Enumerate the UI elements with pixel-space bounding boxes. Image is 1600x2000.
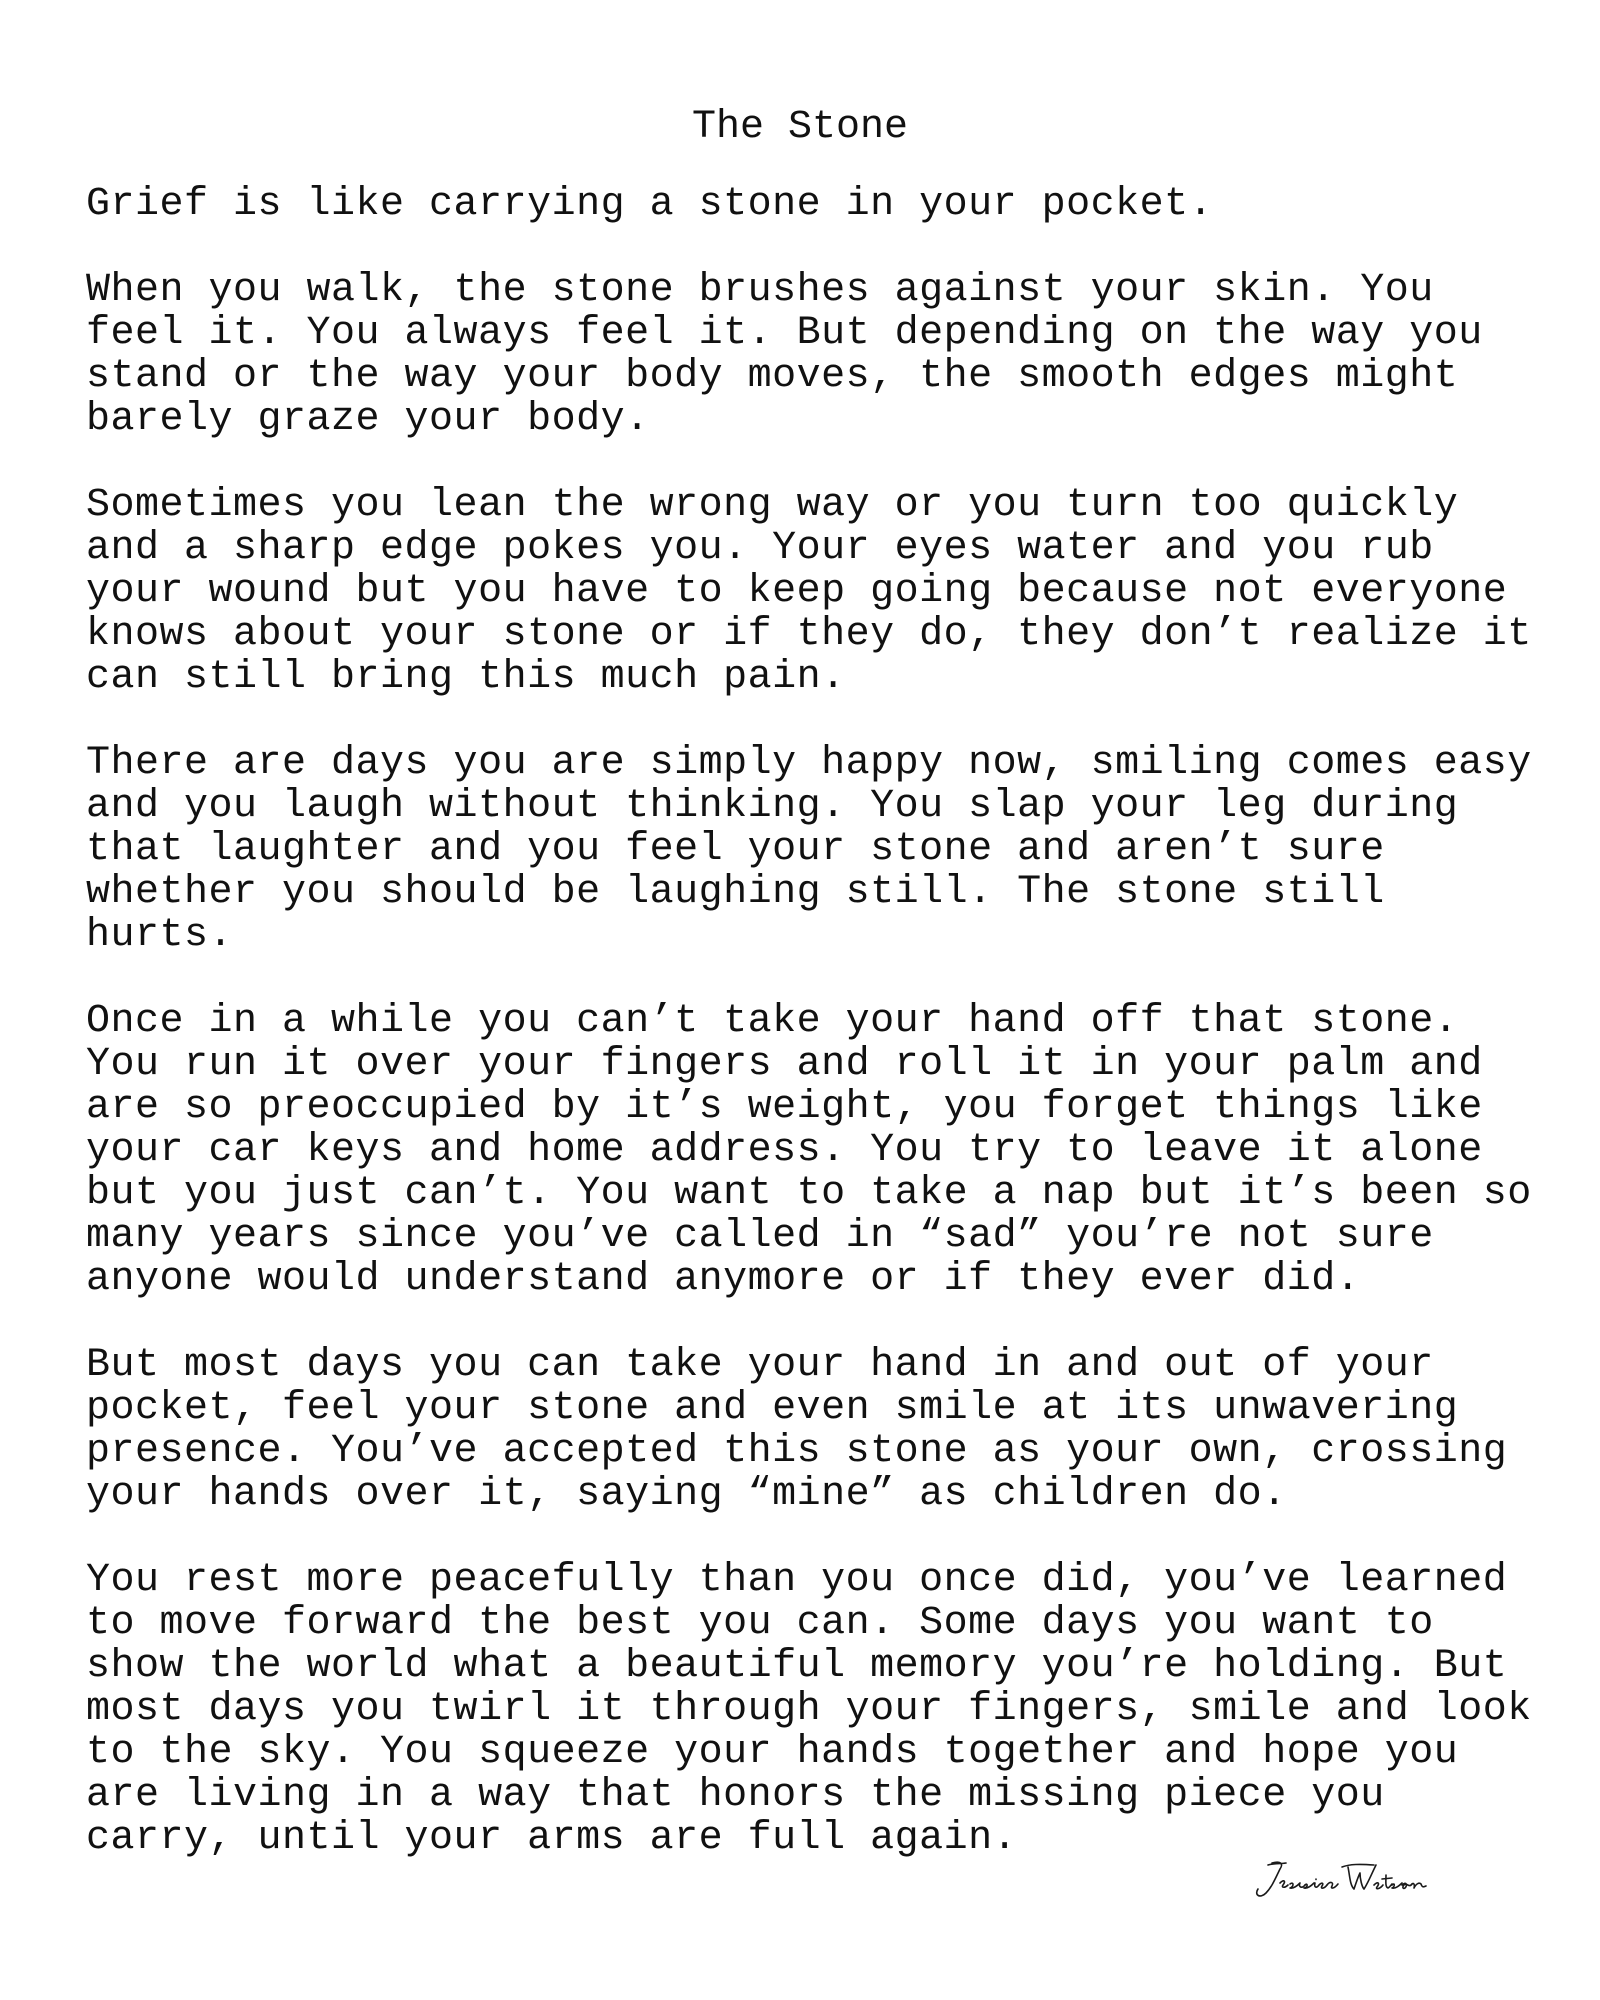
text-line: show the world what a beautiful memory you’re holding. But	[86, 1644, 1508, 1689]
text-line: But most days you can take your hand in and out of your	[86, 1343, 1434, 1388]
paragraph-1	[86, 183, 1566, 226]
text-line: your car keys and home address. You try to leave it alone	[86, 1128, 1483, 1173]
paragraph-6	[86, 1344, 1566, 1516]
text-line: your wound but you have to keep going because not everyone	[86, 569, 1508, 614]
paragraph-4	[86, 742, 1566, 957]
text-line: feel it. You always feel it. But depending on the way you	[86, 311, 1483, 356]
text-line: to the sky. You squeeze your hands together and hope you	[86, 1730, 1459, 1775]
text-line: presence. You’ve accepted this stone as your own, crossing	[86, 1429, 1508, 1474]
text-line: are so preoccupied by it’s weight, you forget things like	[86, 1085, 1483, 1130]
text-line: hurts.	[86, 913, 234, 958]
text-line: can still bring this much pain.	[86, 655, 846, 700]
text-line: stand or the way your body moves, the smooth edges might	[86, 354, 1459, 399]
text-line: that laughter and you feel your stone and aren’t sure	[86, 827, 1385, 872]
text-line: anyone would understand anymore or if they ever did.	[86, 1257, 1361, 1302]
paragraph-3	[86, 484, 1566, 699]
text-line: You rest more peacefully than you once did, you’ve learned	[86, 1558, 1508, 1603]
text-line: your hands over it, saying “mine” as children do.	[86, 1472, 1287, 1517]
poem-title: The Stone	[691, 105, 909, 150]
text-line: many years since you’ve called in “sad” you’re not sure	[86, 1214, 1434, 1259]
text-line: You run it over your fingers and roll it in your palm and	[86, 1042, 1483, 1087]
text-line: When you walk, the stone brushes against your skin. You	[86, 268, 1434, 313]
paragraph-5	[86, 1000, 1566, 1301]
text-line: Grief is like carrying a stone in your pocket.	[86, 182, 1214, 227]
text-line: knows about your stone or if they do, they don’t realize it	[86, 612, 1532, 657]
paragraph-2	[86, 269, 1566, 441]
text-line: carry, until your arms are full again.	[86, 1816, 1018, 1861]
signature-graphic	[1250, 1855, 1450, 1905]
poem-body	[86, 183, 1566, 1903]
text-line: barely graze your body.	[86, 397, 650, 442]
text-line: Once in a while you can’t take your hand off that stone.	[86, 999, 1459, 1044]
paragraph-7	[86, 1559, 1566, 1860]
text-line: but you just can’t. You want to take a nap but it’s been so	[86, 1171, 1532, 1216]
text-line: most days you twirl it through your fingers, smile and look	[86, 1687, 1532, 1732]
text-line: Sometimes you lean the wrong way or you turn too quickly	[86, 483, 1459, 528]
text-line: are living in a way that honors the missing piece you	[86, 1773, 1385, 1818]
text-line: whether you should be laughing still. The stone still	[86, 870, 1385, 915]
text-line: and a sharp edge pokes you. Your eyes water and you rub	[86, 526, 1434, 571]
text-line: pocket, feel your stone and even smile at its unwavering	[86, 1386, 1459, 1431]
author-signature	[1250, 1855, 1450, 1905]
text-line: to move forward the best you can. Some days you want to	[86, 1601, 1434, 1646]
text-line: There are days you are simply happy now, smiling comes easy	[86, 741, 1532, 786]
text-line: and you laugh without thinking. You slap your leg during	[86, 784, 1459, 829]
